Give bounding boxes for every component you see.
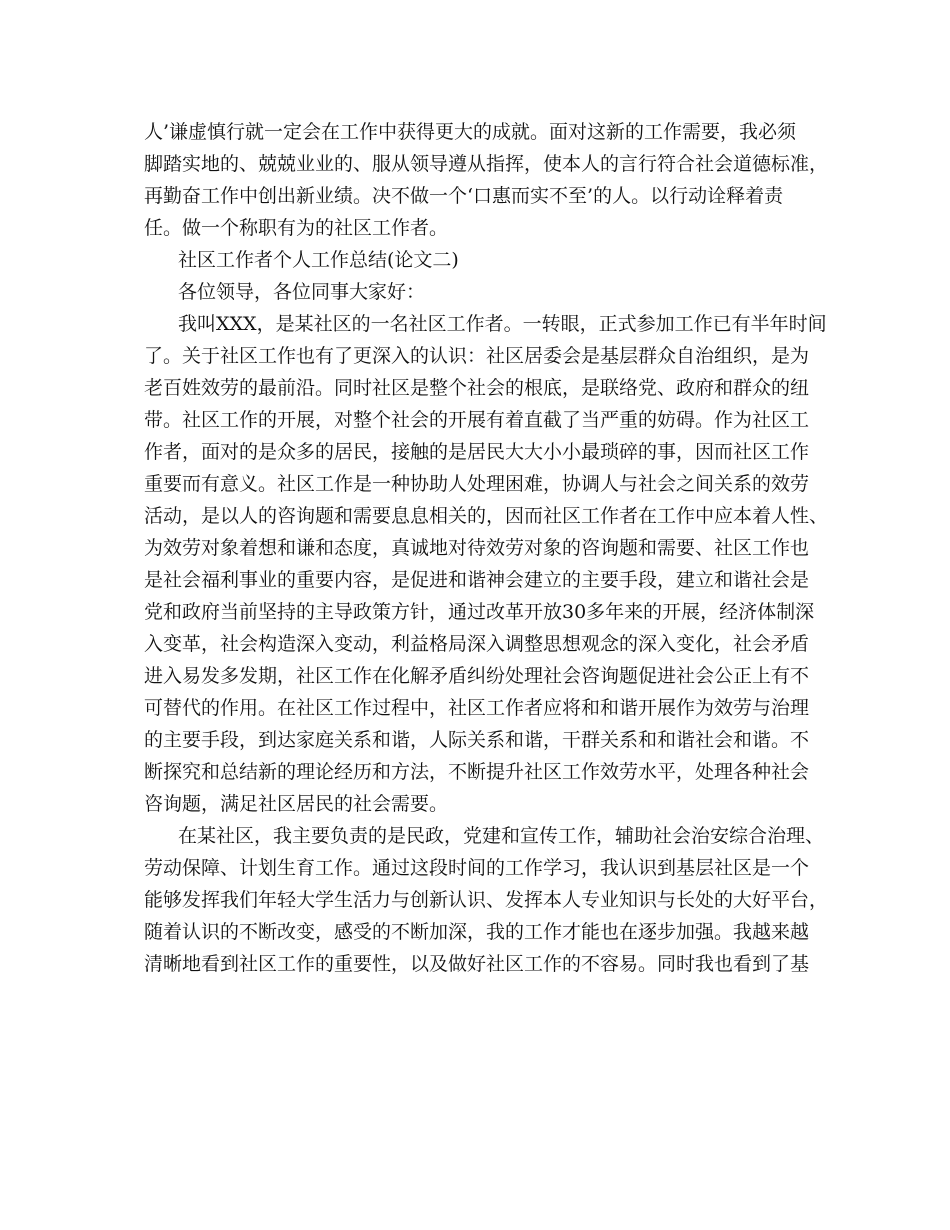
text-line: 活动，是以人的咨询题和需要息息相关的，因而社区工作者在工作中应本着人性、	[144, 505, 829, 527]
text-line: 再勤奋工作中创出新业绩。决不做一个‘口惠而实不至’的人。以行动诠释着责	[144, 185, 784, 207]
text-line: 人’谦虚慎行就一定会在工作中获得更大的成就。面对这新的工作需要，我必须	[144, 121, 797, 143]
text-line: 作者，面对的是众多的居民，接触的是居民大大小小最琐碎的事，因而社区工作	[144, 441, 810, 463]
text-line: 重要而有意义。社区工作是一种协助人处理困难，协调人与社会之间关系的效劳	[144, 473, 810, 495]
text-line: 为效劳对象着想和谦和态度，真诚地对待效劳对象的咨询题和需要、社区工作也	[144, 537, 810, 559]
salutation: 各位领导，各位同事大家好：	[178, 281, 426, 303]
text-line: 劳动保障、计划生育工作。通过这段时间的工作学习，我认识到基层社区是一个	[144, 857, 810, 879]
text-line: 党和政府当前坚持的主导政策方针，通过改革开放30多年来的开展，经济体制深	[144, 601, 815, 623]
text-line: 任。做一个称职有为的社区工作者。	[144, 217, 449, 239]
text-line: 清晰地看到社区工作的重要性，以及做好社区工作的不容易。同时我也看到了基	[144, 953, 810, 975]
text-line: 可替代的作用。在社区工作过程中，社区工作者应将和和谐开展作为效劳与治理	[144, 697, 810, 719]
text-line: 进入易发多发期，社区工作在化解矛盾纠纷处理社会咨询题促进社会公正上有不	[144, 665, 810, 687]
text-line: 在某社区，我主要负责的是民政，党建和宣传工作，辅助社会治安综合治理、	[178, 825, 825, 847]
text-line: 是社会福利事业的重要内容，是促进和谐神会建立的主要手段，建立和谐社会是	[144, 569, 810, 591]
text-line: 咨询题，满足社区居民的社会需要。	[144, 793, 449, 815]
text-line: 老百姓效劳的最前沿。同时社区是整个社会的根底，是联络党、政府和群众的纽	[144, 377, 810, 399]
text-line: 的主要手段，到达家庭关系和谐，人际关系和谐，干群关系和和谐社会和谐。不	[144, 729, 810, 751]
text-line: 随着认识的不断改变，感受的不断加深，我的工作才能也在逐步加强。我越来越	[144, 921, 810, 943]
text-line: 我叫XXX，是某社区的一名社区工作者。一转眼，正式参加工作已有半年时间	[178, 313, 827, 335]
text-line: 断探究和总结新的理论经历和方法，不断提升社区工作效劳水平，处理各种社会	[144, 761, 810, 783]
text-line: 入变革，社会构造深入变动，利益格局深入调整思想观念的深入变化，社会矛盾	[144, 633, 810, 655]
text-line: 带。社区工作的开展，对整个社会的开展有着直截了当严重的妨碍。作为社区工	[144, 409, 810, 431]
section-heading: 社区工作者个人工作总结(论文二)	[178, 249, 459, 271]
body-text	[144, 116, 829, 980]
text-line: 脚踏实地的、兢兢业业的、服从领导遵从指挥，使本人的言行符合社会道德标准，	[144, 153, 829, 175]
text-line: 了。关于社区工作也有了更深入的认识：社区居委会是基层群众自治组织，是为	[144, 345, 810, 367]
text-line: 能够发挥我们年轻大学生活力与创新认识、发挥本人专业知识与长处的大好平台，	[144, 889, 829, 911]
